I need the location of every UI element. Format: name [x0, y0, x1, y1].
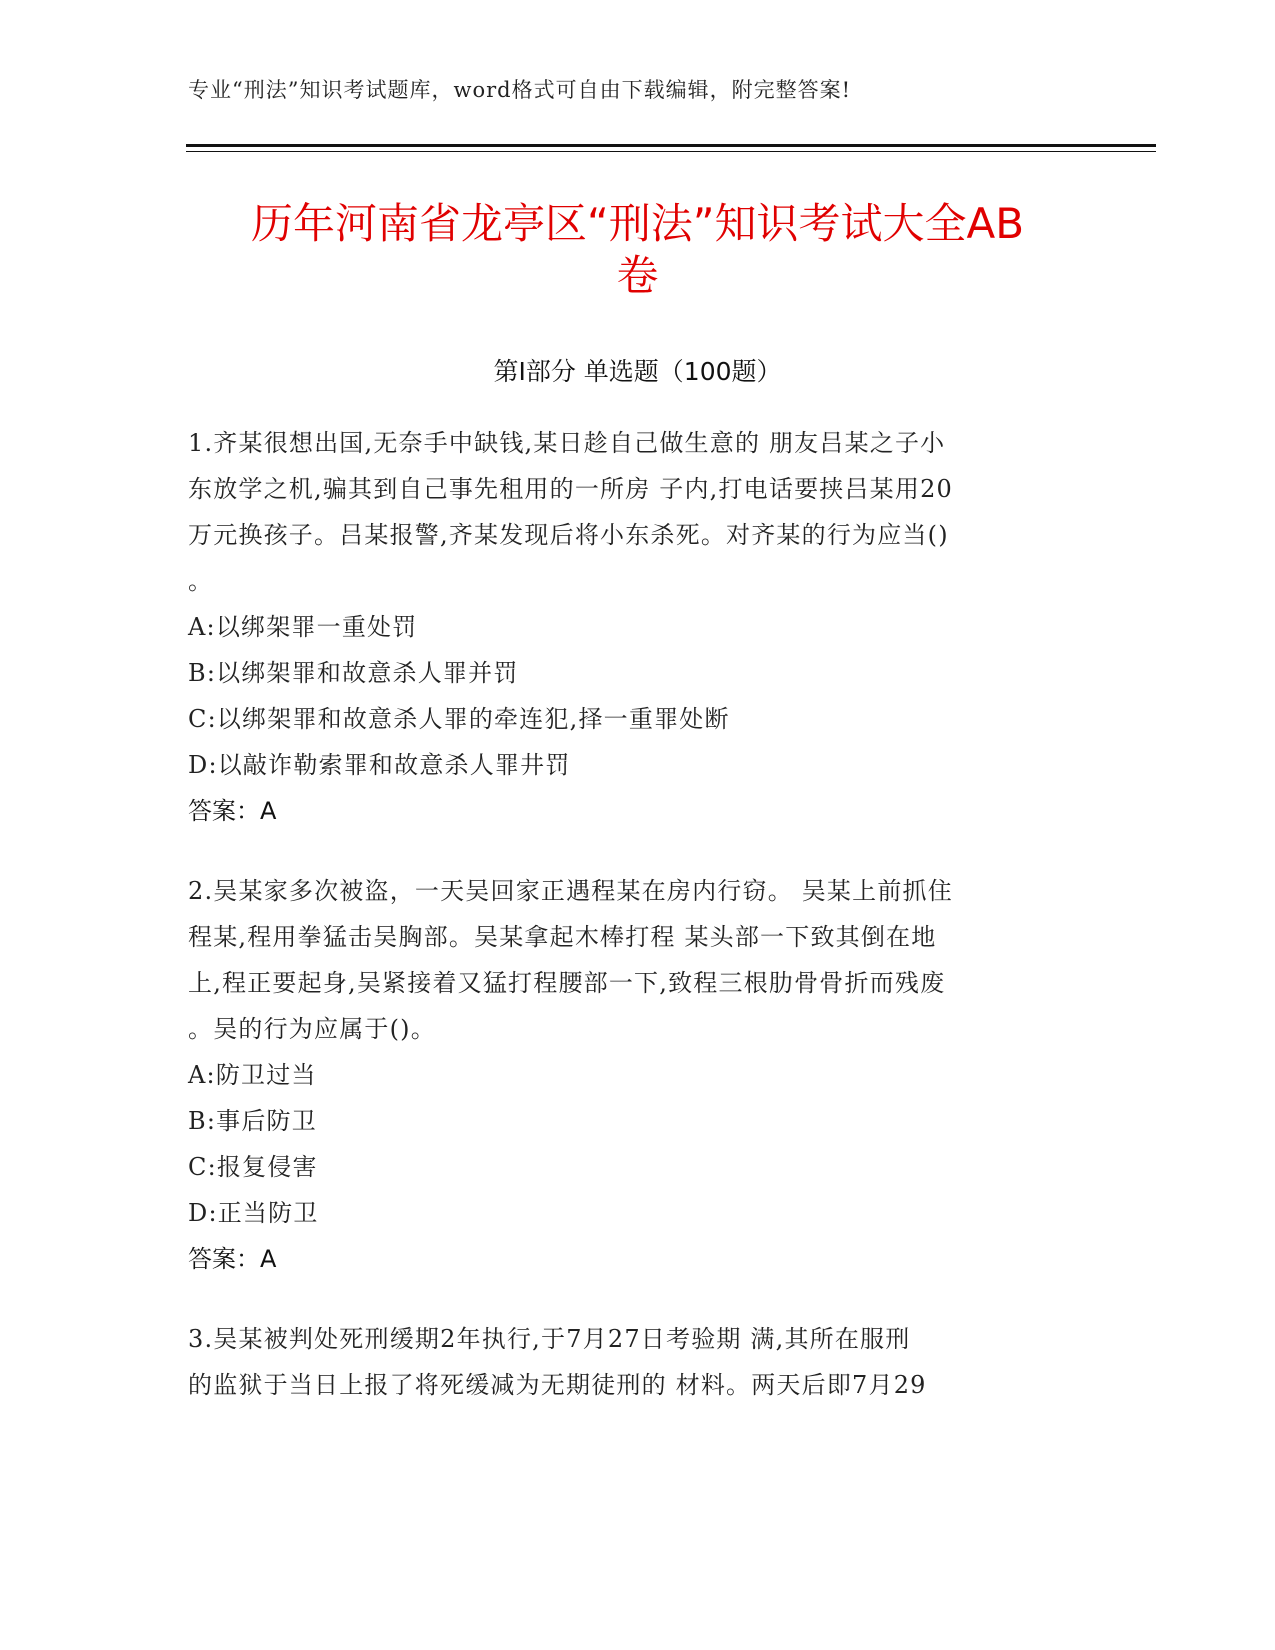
question-stem-line: 东放学之机,骗其到自己事先租用的一所房 子内,打电话要挟吕某用20 [188, 475, 954, 503]
option-b: B:以绑架罪和故意杀人罪并罚 [188, 659, 519, 687]
question-stem-line: 。吴的行为应属于()。 [188, 1015, 436, 1043]
answer-label: 答案：A [188, 1245, 277, 1273]
option-c: C:报复侵害 [188, 1153, 318, 1181]
question-stem-line: 2.吴某家多次被盗，一天吴回家正遇程某在房内行窃。 吴某上前抓住 [188, 877, 953, 905]
option-a: A:以绑架罪一重处罚 [188, 613, 418, 641]
question-stem-line: 3.吴某被判处死刑缓期2年执行,于7月27日考验期 满,其所在服刑 [188, 1325, 911, 1353]
document-title-line-1: 历年河南省龙亭区“刑法”知识考试大全AB [250, 199, 1025, 248]
question-stem-line: 。 [188, 567, 214, 595]
question-stem-line: 万元换孩子。吕某报警,齐某发现后将小东杀死。对齐某的行为应当() [188, 521, 949, 549]
question-2 [188, 868, 953, 1282]
document-title-line-2: 卷 [616, 251, 659, 300]
header-divider-thin [186, 151, 1156, 152]
option-b: B:事后防卫 [188, 1107, 317, 1135]
section-heading: 第Ⅰ部分 单选题（100题） [493, 357, 782, 386]
page-header: 专业“刑法”知识考试题库，word格式可自由下载编辑，附完整答案! [188, 78, 852, 102]
answer-label: 答案：A [188, 797, 277, 825]
option-d: D:正当防卫 [188, 1199, 319, 1227]
question-stem-line: 1.齐某很想出国,无奈手中缺钱,某日趁自己做生意的 朋友吕某之子小 [188, 429, 946, 457]
question-3 [188, 1316, 927, 1408]
option-d: D:以敲诈勒索罪和故意杀人罪井罚 [188, 751, 571, 779]
document-title [150, 198, 1125, 302]
question-stem-line: 上,程正要起身,吴紧接着又猛打程腰部一下,致程三根肋骨骨折而残废 [188, 969, 946, 997]
question-stem-line: 的监狱于当日上报了将死缓减为无期徒刑的 材料。两天后即7月29 [188, 1371, 927, 1399]
question-1 [188, 420, 953, 834]
option-c: C:以绑架罪和故意杀人罪的牵连犯,择一重罪处断 [188, 705, 730, 733]
option-a: A:防卫过当 [188, 1061, 317, 1089]
question-stem-line: 程某,程用拳猛击吴胸部。吴某拿起木棒打程 某头部一下致其倒在地 [188, 923, 937, 951]
header-divider-thick [186, 144, 1156, 147]
